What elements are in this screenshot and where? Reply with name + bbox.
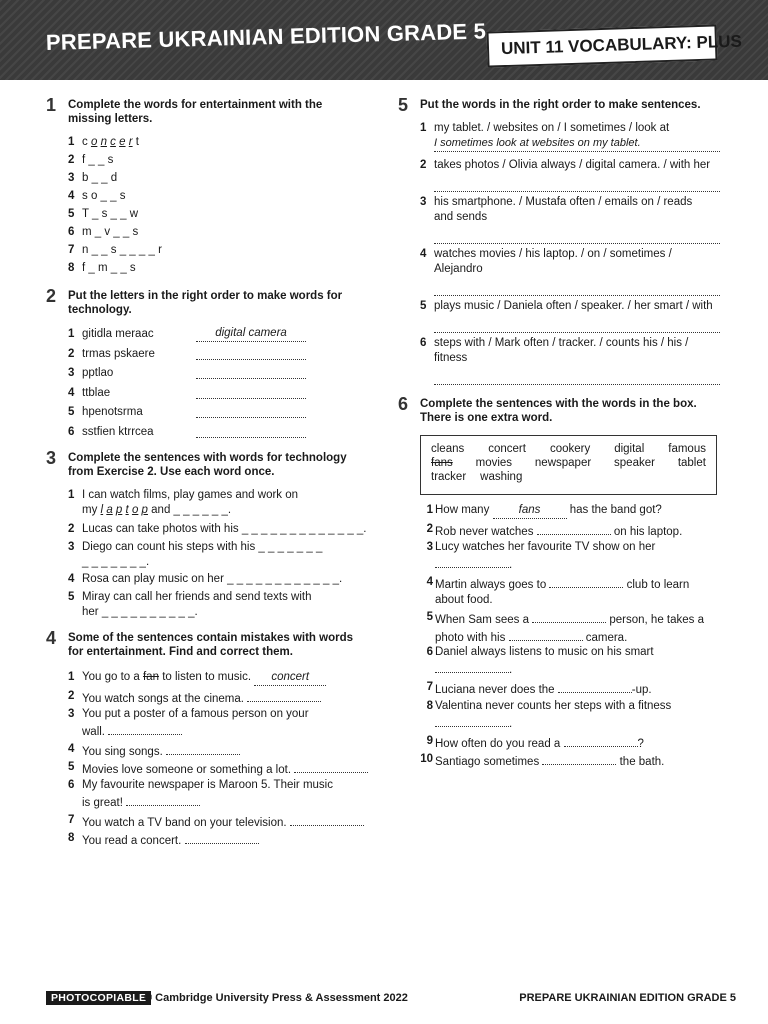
item-number: 4 — [68, 573, 75, 585]
header-banner — [0, 0, 768, 80]
answer-line[interactable]: concert — [254, 670, 326, 686]
item-number: 8 — [426, 699, 433, 712]
item-text — [413, 752, 728, 770]
exercise-instruction: Complete the sentences with words for technology from Exercise 2. Use each word once. — [68, 452, 347, 478]
list-item — [420, 121, 722, 158]
item-text: When Sam sees a — [435, 614, 529, 626]
item-continuation: fitness — [434, 352, 468, 364]
answer-line[interactable] — [434, 231, 720, 244]
list-item — [420, 299, 722, 336]
answer-line[interactable] — [126, 793, 200, 806]
item-number: 3 — [68, 541, 75, 553]
item-continuation — [68, 793, 378, 811]
exercise-instruction: Put the letters in the right order to make words for technology. — [68, 290, 343, 316]
item-number: 1 — [68, 489, 75, 501]
item-number: 6 — [68, 779, 75, 791]
list-item — [68, 261, 348, 279]
filled-letter: r — [128, 136, 133, 148]
item-text: to listen to music. — [162, 671, 252, 683]
exercise-items — [420, 121, 722, 388]
item-text — [68, 670, 378, 686]
item-number: 4 — [68, 743, 75, 755]
item-text: Rob never watches — [435, 525, 534, 538]
item-text: How often do you read a — [435, 737, 561, 750]
item-number: 3 — [68, 708, 75, 720]
item-continuation — [413, 555, 728, 573]
list-item — [68, 386, 368, 406]
item-text: f _ m _ _ s — [82, 262, 136, 274]
list-item — [68, 425, 368, 445]
box-word: cookery — [549, 443, 591, 455]
item-number: 5 — [426, 611, 433, 623]
footer-book-title: PREPARE UKRAINIAN EDITION GRADE 5 — [519, 992, 736, 1004]
item-text: T _ s _ _ w — [82, 208, 139, 220]
list-item — [68, 243, 348, 261]
list-item — [68, 831, 378, 849]
answer-line[interactable] — [435, 714, 509, 727]
item-text: Miray can call her friends and send texts with — [82, 591, 312, 603]
item-text: . — [509, 717, 513, 730]
item-text: sstfien ktrrcea — [82, 425, 154, 438]
item-continuation: her _ _ _ _ _ _ _ _ _ _. — [82, 606, 198, 618]
item-text: watches movies / his laptop. / on / sometimes / — [434, 248, 672, 260]
list-item — [68, 189, 348, 207]
item-text — [413, 680, 728, 698]
list-item — [68, 590, 378, 622]
filled-letter: p — [115, 504, 123, 516]
item-number: 2 — [426, 522, 433, 535]
copyright-notice: © Cambridge University Press & Assessment 2022 — [144, 992, 408, 1004]
item-text: the bath. — [619, 756, 665, 768]
item-text: is great! — [82, 797, 123, 809]
book-title: PREPARE UKRAINIAN EDITION GRADE 5 — [45, 18, 487, 55]
box-word: speaker — [614, 457, 655, 469]
item-number: 1 — [426, 504, 433, 516]
item-text: steps with / Mark often / tracker. / counts his / his / — [434, 337, 689, 349]
item-text: m _ v _ _ s — [82, 226, 139, 238]
box-word: tablet — [677, 457, 706, 469]
answer-line[interactable] — [196, 405, 306, 418]
answer-line[interactable]: I sometimes look at websites on my tablet. — [434, 136, 720, 152]
item-text: Luciana never does the — [435, 684, 555, 696]
item-number: 10 — [420, 753, 433, 765]
answer-line[interactable]: digital camera — [196, 326, 306, 342]
item-number: 5 — [420, 300, 427, 312]
item-continuation — [68, 503, 378, 518]
item-number: 2 — [68, 154, 75, 166]
list-item — [68, 707, 378, 742]
item-text: person, he takes a — [609, 614, 704, 626]
exercise-items — [68, 327, 368, 444]
item-number: 6 — [426, 646, 433, 658]
answer-line[interactable] — [196, 425, 306, 438]
item-text: my tablet. / websites on / I sometimes / look at — [434, 122, 670, 134]
item-text: . — [509, 664, 513, 676]
item-text: and _ _ _ _ _ _. — [151, 504, 232, 516]
item-text: I can watch films, play games and work on — [82, 489, 299, 501]
item-number: 9 — [426, 734, 433, 747]
item-number: 7 — [68, 814, 75, 826]
unit-title-box — [486, 24, 743, 67]
unit-title: UNIT 11 VOCABULARY: PLUS — [500, 31, 743, 59]
item-number: 7 — [426, 681, 433, 693]
item-text: Diego can count his steps with his _ _ _ _ _ _ _ — [82, 541, 323, 553]
item-text: You put a poster of a famous person on your — [82, 708, 309, 720]
item-text: hpenotsrma — [82, 406, 143, 418]
item-text: camera. — [585, 632, 628, 644]
answer-line[interactable] — [196, 386, 306, 399]
item-text — [68, 831, 378, 849]
exercise-number: 6 — [398, 394, 409, 414]
item-text — [413, 610, 728, 628]
filled-letter: n — [100, 136, 107, 148]
item-text: photo with his — [435, 632, 506, 644]
list-item — [420, 195, 722, 247]
item-number: 3 — [68, 367, 75, 379]
list-item — [420, 158, 722, 195]
item-text: ? — [637, 737, 644, 750]
item-number: 4 — [68, 190, 75, 202]
item-continuation — [68, 722, 378, 740]
item-number: 2 — [68, 347, 75, 360]
list-item — [68, 689, 378, 707]
list-item — [413, 503, 728, 522]
answer-line[interactable] — [549, 575, 623, 588]
item-text: Lucy watches her favourite TV show on her — [435, 541, 656, 553]
item-text: wall. — [82, 726, 106, 738]
list-item — [68, 207, 348, 225]
photocopiable-badge: PHOTOCOPIABLE — [46, 991, 151, 1005]
item-number: 4 — [68, 386, 75, 399]
filled-letter: c — [110, 136, 116, 148]
item-continuation — [413, 628, 728, 646]
item-text — [68, 813, 378, 831]
list-item — [413, 645, 728, 680]
item-text: You go to a — [82, 671, 140, 683]
list-item — [413, 575, 728, 610]
item-text: Santiago sometimes — [435, 756, 540, 768]
item-number: 2 — [68, 523, 75, 535]
answer-line[interactable] — [434, 179, 720, 192]
exercise-instruction: Put the words in the right order to make sentences. — [420, 99, 701, 111]
item-text: My favourite newspaper is Maroon 5. Their music — [82, 779, 333, 791]
item-text: How many — [435, 504, 490, 516]
list-item — [68, 742, 378, 760]
word-box — [420, 435, 717, 495]
item-number: 7 — [68, 244, 75, 256]
example-suffix: t — [135, 136, 139, 148]
item-text: You sing songs. — [82, 746, 163, 758]
item-number: 8 — [68, 832, 75, 844]
exercise-number: 4 — [46, 628, 57, 648]
answer-line[interactable] — [294, 760, 368, 773]
item-text: n _ _ s _ _ _ _ r — [82, 244, 162, 256]
item-number: 1 — [68, 136, 75, 148]
item-number: 2 — [68, 690, 75, 702]
item-text: . — [509, 559, 513, 571]
exercise-number: 2 — [46, 286, 57, 306]
list-item — [68, 670, 378, 689]
box-word: cleans — [431, 443, 465, 455]
item-continuation: Alejandro — [434, 263, 483, 275]
list-item — [68, 572, 378, 590]
item-text: ttblae — [82, 386, 111, 399]
item-number: 4 — [420, 248, 427, 260]
list-item — [68, 135, 348, 153]
answer-line[interactable] — [247, 689, 321, 702]
item-continuation: _ _ _ _ _ _ _. — [82, 556, 150, 568]
answer-line[interactable] — [435, 660, 509, 673]
answer-line[interactable] — [196, 347, 306, 360]
answer-line[interactable] — [558, 680, 632, 693]
item-text: f _ _ s — [82, 154, 114, 166]
exercise-number: 3 — [46, 448, 57, 468]
exercise-items — [68, 670, 378, 849]
exercise-number: 5 — [398, 95, 409, 115]
item-number: 8 — [68, 262, 75, 274]
list-item — [413, 610, 728, 645]
item-number: 5 — [68, 761, 75, 773]
list-item — [413, 522, 728, 541]
box-word: tracker — [431, 471, 467, 483]
box-word: washing — [480, 471, 523, 483]
answer-line[interactable] — [537, 522, 611, 535]
item-number: 3 — [68, 172, 75, 184]
item-continuation: about food. — [435, 594, 493, 606]
item-number: 1 — [68, 671, 75, 683]
example-prefix: c — [82, 136, 88, 148]
item-text — [68, 742, 378, 760]
item-number: 6 — [68, 226, 75, 238]
list-item — [68, 405, 368, 425]
answer-line[interactable] — [108, 722, 182, 735]
list-item — [68, 522, 378, 540]
item-text: b _ _ d — [82, 172, 118, 184]
list-item — [413, 699, 728, 734]
list-item — [420, 336, 722, 388]
item-text: You read a concert. — [82, 835, 182, 847]
word-box-row — [431, 442, 706, 456]
item-text: my — [82, 504, 98, 516]
item-text: trmas pskaere — [82, 347, 155, 360]
list-item — [68, 813, 378, 831]
box-word-struck: fans — [431, 457, 453, 469]
item-text: Daniel always listens to music on his smart — [435, 646, 654, 658]
answer-line[interactable] — [434, 372, 720, 385]
item-text: club to learn — [626, 579, 690, 591]
list-item — [413, 734, 728, 753]
list-item — [68, 778, 378, 813]
exercise-items — [68, 488, 378, 622]
item-number: 3 — [426, 541, 433, 553]
list-item — [68, 540, 378, 572]
list-item — [68, 153, 348, 171]
item-text: Movies love someone or something a lot. — [82, 764, 292, 776]
item-number: 6 — [68, 425, 75, 438]
answer-line[interactable] — [435, 555, 509, 568]
exercise-instruction: Some of the sentences contain mistakes with words for entertainment. Find and correct them. — [68, 632, 354, 658]
list-item — [68, 171, 348, 189]
item-text — [68, 760, 378, 778]
item-text: Martin always goes to — [435, 579, 547, 591]
exercise-number: 1 — [46, 95, 57, 115]
item-text — [413, 575, 728, 593]
list-item — [68, 225, 348, 243]
item-text: has the band got? — [569, 504, 662, 516]
item-text: You watch a TV band on your television. — [82, 817, 287, 829]
item-number: 2 — [420, 159, 427, 171]
item-text: Valentina never counts her steps with a fitness — [435, 699, 672, 712]
filled-letter: o — [90, 136, 98, 148]
page-footer — [46, 991, 736, 1007]
word-box-row — [431, 456, 706, 470]
answer-line[interactable] — [290, 813, 364, 826]
item-text: Lucas can take photos with his _ _ _ _ _ _ _ _ _ _ _ _ _. — [82, 523, 367, 535]
item-text: takes photos / Olivia always / digital camera. / with her — [434, 159, 711, 171]
item-text — [413, 734, 728, 752]
item-text: pptlao — [82, 367, 114, 379]
answer-line[interactable] — [196, 366, 306, 379]
list-item — [68, 327, 368, 347]
item-text: his smartphone. / Mustafa often / emails on / reads — [434, 196, 693, 208]
list-item — [413, 540, 728, 575]
filled-letter: t — [125, 504, 129, 516]
item-number: 5 — [68, 406, 75, 418]
item-number: 1 — [68, 328, 75, 340]
answer-line[interactable] — [532, 610, 606, 623]
exercise-instruction: Complete the sentences with the words in the box. There is one extra word. — [420, 398, 697, 424]
word-box-row — [431, 470, 706, 484]
item-text: -up. — [631, 684, 652, 696]
item-text: Rosa can play music on her _ _ _ _ _ _ _ _ _ _ _ _. — [82, 573, 343, 585]
answer-line[interactable] — [564, 734, 638, 747]
answer-line[interactable] — [434, 283, 720, 296]
list-item — [413, 752, 728, 771]
box-word: digital — [614, 443, 645, 455]
item-number: 4 — [426, 576, 433, 588]
box-word: newspaper — [534, 457, 592, 469]
item-text: gitidla meraac — [82, 328, 154, 340]
filled-letter: p — [141, 504, 148, 516]
item-number: 1 — [420, 122, 427, 134]
item-number: 6 — [420, 337, 427, 349]
list-item — [413, 680, 728, 699]
example-answer — [68, 135, 348, 150]
struck-word: fan — [142, 671, 159, 683]
list-item — [420, 247, 722, 299]
item-number: 5 — [68, 591, 75, 603]
box-word: famous — [668, 443, 706, 455]
answer-line[interactable]: fans — [493, 503, 567, 519]
filled-letter: e — [119, 136, 126, 148]
filled-letter: o — [131, 504, 139, 516]
box-word: concert — [488, 443, 526, 455]
box-word: movies — [475, 457, 513, 469]
list-item — [68, 366, 368, 386]
item-text: plays music / Daniela often / speaker. / her smart / with — [434, 300, 713, 312]
item-continuation — [413, 714, 728, 732]
exercise-instruction: Complete the words for entertainment with the missing letters. — [68, 99, 323, 125]
item-text — [413, 522, 728, 540]
answer-line[interactable] — [542, 752, 616, 765]
filled-letter: a — [106, 504, 113, 516]
item-number: 3 — [420, 196, 427, 208]
item-text — [413, 503, 728, 519]
exercise-items — [68, 135, 348, 279]
answer-line[interactable] — [166, 742, 240, 755]
list-item — [68, 488, 378, 522]
exercise-6-items — [413, 503, 728, 771]
item-continuation: and sends — [434, 211, 488, 223]
answer-line[interactable] — [185, 831, 259, 844]
item-number: 5 — [68, 208, 75, 220]
item-text — [68, 689, 378, 707]
list-item — [68, 760, 378, 778]
answer-line[interactable] — [509, 628, 583, 641]
filled-letter: l — [100, 504, 104, 516]
list-item — [68, 347, 368, 367]
item-continuation — [413, 660, 728, 678]
item-text: You watch songs at the cinema. — [82, 693, 244, 705]
item-text: s o _ _ s — [82, 190, 126, 202]
answer-line[interactable] — [434, 320, 720, 333]
item-text: on his laptop. — [613, 525, 683, 538]
